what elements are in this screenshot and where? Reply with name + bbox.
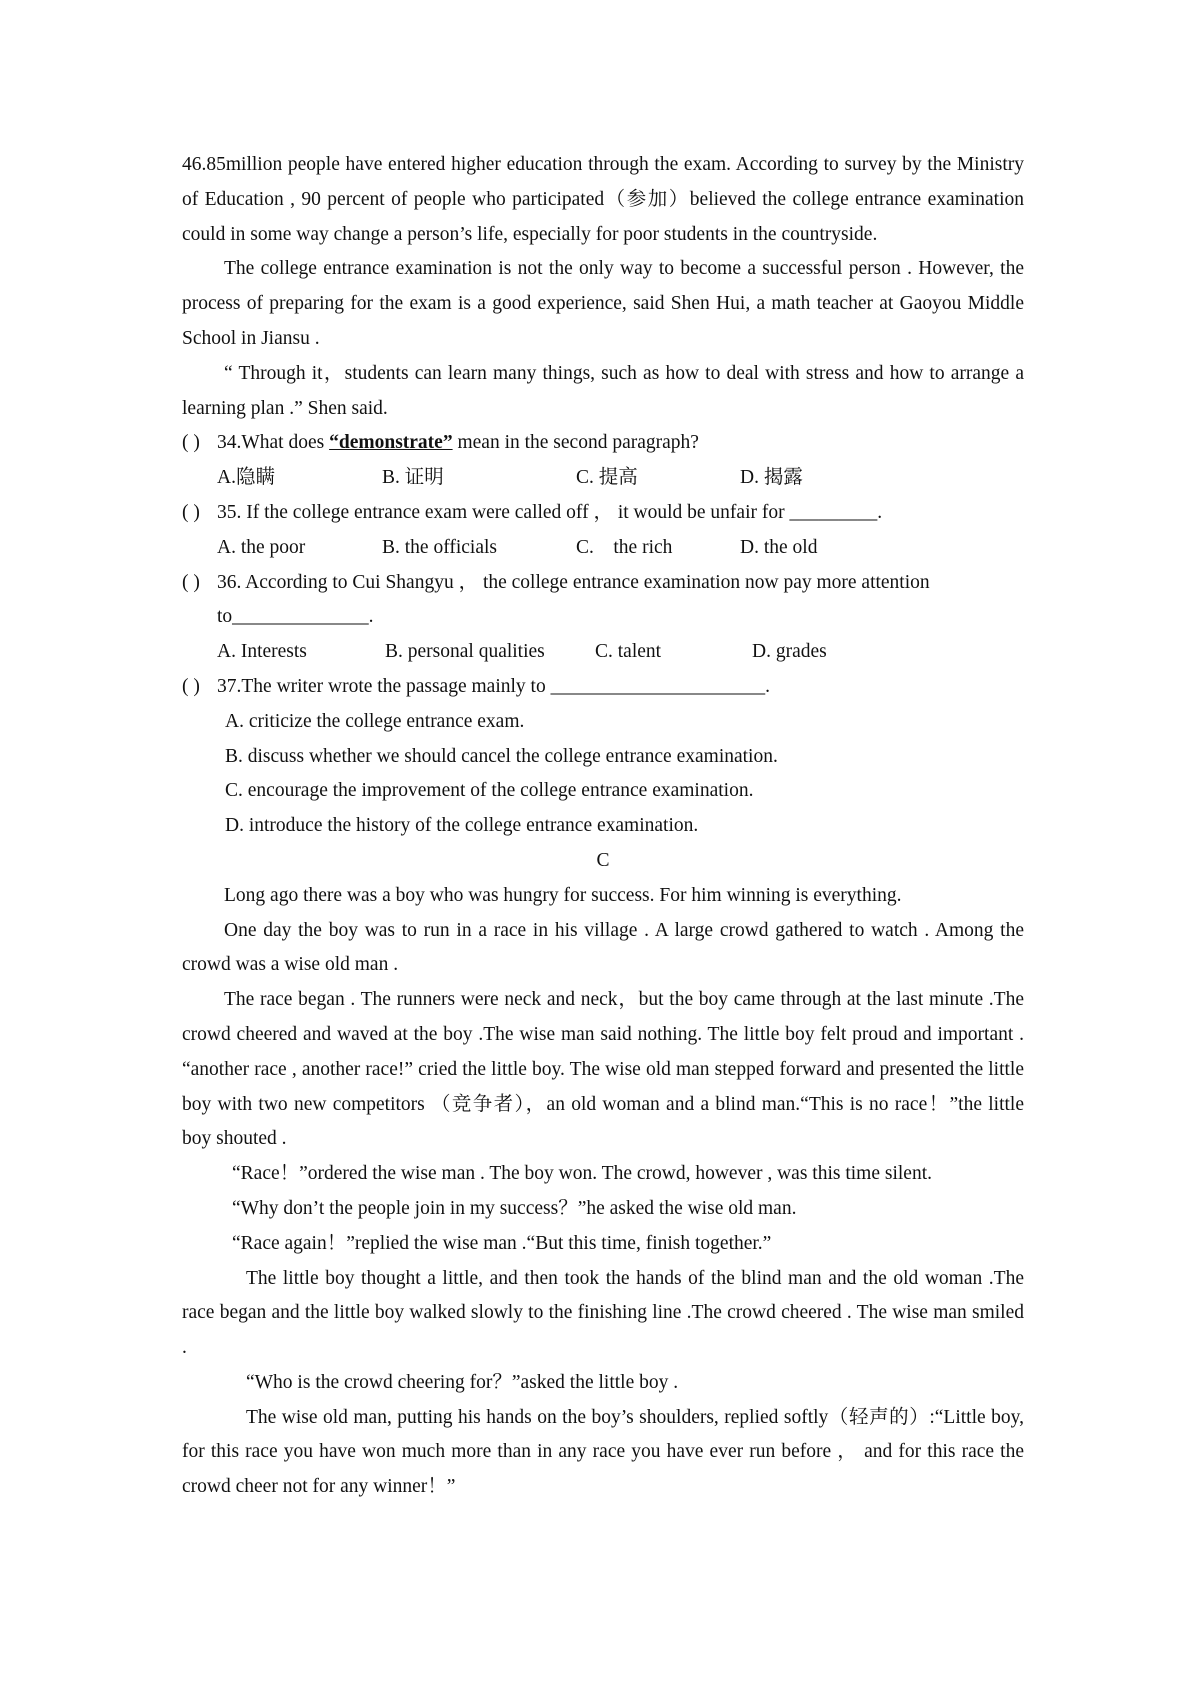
section-heading: C: [596, 849, 610, 871]
question-37: [182, 670, 1024, 705]
question-text: 35. If the college entrance exam were called off ， it would be unfair for _________.: [217, 501, 883, 523]
option-c: C. encourage the improvement of the college entrance examination.: [225, 780, 754, 802]
passage-paragraph: “ Through it，students can learn many things, such as how to deal with stress and how to arrange a learning plan .” Shen said.: [182, 362, 1024, 419]
option-d: D. the old: [740, 536, 818, 558]
option-b: B. the officials: [382, 536, 497, 558]
option-d: D. grades: [752, 641, 827, 663]
passage-paragraph: The college entrance examination is not the only way to become a successful person . However, the process of preparing for the exam is a good experience, said Shen Hui, a math teacher at Gaoyou Middle School in Jiansu .: [182, 258, 1024, 349]
option-a: A. Interests: [217, 641, 307, 663]
option-b: B. personal qualities: [385, 641, 545, 663]
option-c: C. the rich: [576, 536, 673, 558]
option-d: D. 揭露: [740, 467, 803, 489]
passage-paragraph: “Who is the crowd cheering for？”asked the little boy .: [246, 1371, 679, 1393]
answer-blank[interactable]: ( ): [182, 432, 200, 454]
option-d: D. introduce the history of the college entrance examination.: [225, 815, 699, 837]
option-a: A. criticize the college entrance exam.: [225, 710, 525, 732]
question-text: 34.What does: [217, 432, 330, 454]
option-c: C. talent: [595, 641, 662, 663]
passage-paragraph: “Why don’t the people join in my success？”he asked the wise old man.: [232, 1197, 797, 1219]
option-a: A.隐瞒: [217, 467, 275, 489]
passage-paragraph: 46.85million people have entered higher education through the exam. According to survey by the Ministry of Education , 90 percent of people who participated（参加）believed the college entrance examination could in some way change a person’s life, especially for poor students in the countryside.: [182, 154, 1024, 245]
passage-paragraph: The race began . The runners were neck and neck，but the boy came through at the last minute .The crowd cheered and waved at the boy .The wise man said nothing. The little boy felt proud and important . “another race , another race!” cried the little boy. The wise old man stepped forward and presented the little boy with two new competitors （竞争者），an old woman and a blind man.“This is no race！”the little boy shouted .: [182, 989, 1024, 1150]
passage-paragraph: The little boy thought a little, and then took the hands of the blind man and the old woman .The race began and the little boy walked slowly to the finishing line .The crowd cheered . The wise man smiled .: [182, 1267, 1024, 1359]
passage-paragraph: Long ago there was a boy who was hungry for success. For him winning is everything.: [224, 884, 902, 906]
options-35: [182, 531, 1024, 566]
question-text-continued: to______________.: [217, 606, 374, 628]
options-36: [182, 635, 1024, 670]
passage-paragraph: “Race again！”replied the wise man .“But this time, finish together.”: [232, 1232, 772, 1254]
answer-blank[interactable]: ( ): [182, 501, 200, 523]
question-text: mean in the second paragraph?: [452, 432, 699, 454]
option-a: A. the poor: [217, 536, 306, 558]
keyword: “demonstrate”: [329, 432, 453, 454]
options-37: [182, 705, 1024, 844]
option-b: B. 证明: [382, 467, 444, 489]
answer-blank[interactable]: ( ): [182, 571, 200, 593]
option-b: B. discuss whether we should cancel the college entrance examination.: [225, 745, 778, 767]
question-34: [182, 426, 1024, 461]
passage-paragraph: The wise old man, putting his hands on the boy’s shoulders, replied softly（轻声的）:“Little boy, for this race you have won much more than in any race you have ever run before ， and for this race the crowd cheer not for any winner！”: [182, 1406, 1024, 1498]
exam-page: [182, 148, 1024, 1505]
passage-paragraph: “Race！”ordered the wise man . The boy won. The crowd, however , was this time silent.: [232, 1163, 933, 1185]
question-text: 36. According to Cui Shangyu ， the college entrance examination now pay more attention: [217, 571, 930, 593]
option-c: C. 提高: [576, 467, 638, 489]
passage-paragraph: One day the boy was to run in a race in his village . A large crowd gathered to watch . Among the crowd was a wise old man .: [182, 919, 1024, 976]
question-text: 37.The writer wrote the passage mainly to ______________________.: [217, 675, 770, 697]
options-34: [182, 461, 1024, 496]
question-35: [182, 496, 1024, 531]
question-36: [182, 566, 1024, 601]
answer-blank[interactable]: ( ): [182, 675, 200, 697]
